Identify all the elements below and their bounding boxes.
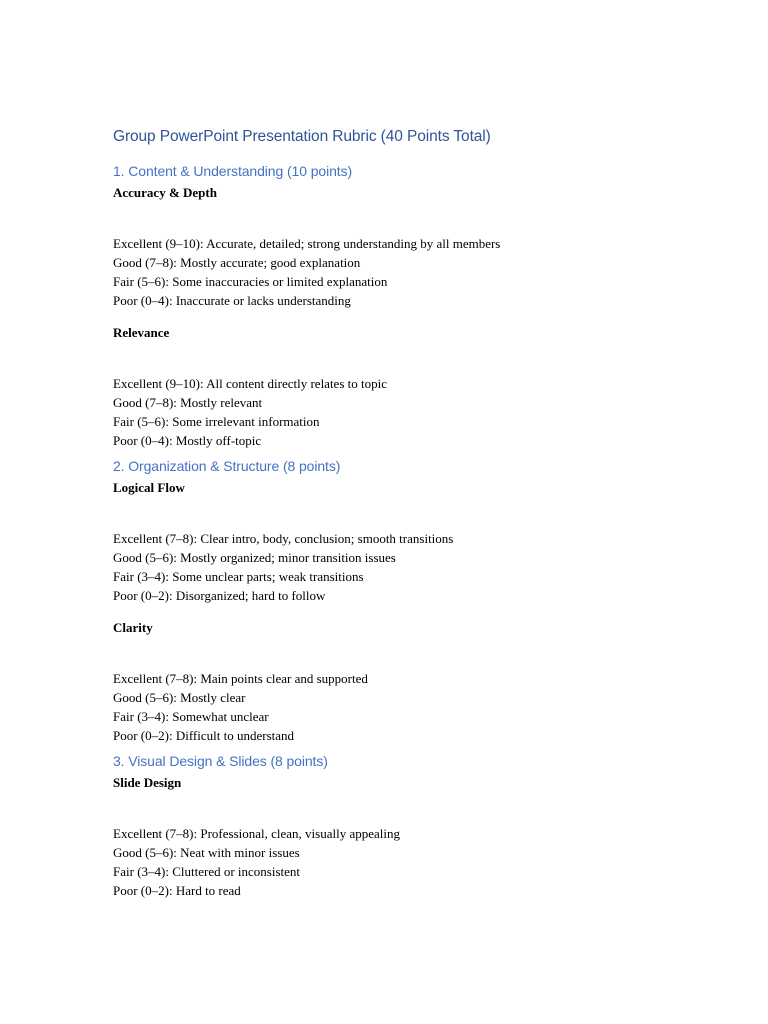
score-level: Fair (3–4): Somewhat unclear: [113, 709, 269, 724]
criterion-title: Clarity: [113, 620, 153, 635]
criterion: [113, 478, 713, 605]
score-level: Excellent (7–8): Professional, clean, visually appealing: [113, 826, 400, 841]
score-level: Good (5–6): Mostly organized; minor transition issues: [113, 550, 396, 565]
criterion-title: Slide Design: [113, 775, 182, 790]
score-level: Poor (0–4): Inaccurate or lacks understanding: [113, 293, 351, 308]
score-level: Good (7–8): Mostly relevant: [113, 395, 263, 410]
criterion: [113, 618, 713, 745]
score-level: Fair (5–6): Some inaccuracies or limited explanation: [113, 274, 388, 289]
score-level: Poor (0–2): Hard to read: [113, 883, 241, 898]
score-level-list: [113, 824, 713, 900]
criterion-title: Logical Flow: [113, 480, 185, 495]
criterion: [113, 773, 713, 900]
score-level: Poor (0–2): Difficult to understand: [113, 728, 295, 743]
score-level: Good (5–6): Neat with minor issues: [113, 845, 300, 860]
score-level: Excellent (7–8): Clear intro, body, conclusion; smooth transitions: [113, 531, 454, 546]
score-level-list: [113, 374, 713, 450]
rubric-section: [113, 161, 713, 450]
criterion: [113, 183, 713, 310]
score-level-list: [113, 669, 713, 745]
score-level: Fair (3–4): Some unclear parts; weak transitions: [113, 569, 364, 584]
rubric-section: [113, 456, 713, 745]
score-level-list: [113, 529, 713, 605]
section-heading: 2. Organization & Structure (8 points): [113, 458, 341, 474]
score-level: Fair (5–6): Some irrelevant information: [113, 414, 320, 429]
rubric-sections: [113, 161, 713, 900]
score-level: Excellent (9–10): Accurate, detailed; strong understanding by all members: [113, 236, 501, 251]
score-level: Excellent (9–10): All content directly relates to topic: [113, 376, 387, 391]
document-title: Group PowerPoint Presentation Rubric (40 Points Total): [113, 128, 491, 145]
score-level: Poor (0–2): Disorganized; hard to follow: [113, 588, 326, 603]
criterion: [113, 323, 713, 450]
criterion-title: Relevance: [113, 325, 170, 340]
section-heading: 3. Visual Design & Slides (8 points): [113, 753, 328, 769]
score-level: Fair (3–4): Cluttered or inconsistent: [113, 864, 301, 879]
section-heading: 1. Content & Understanding (10 points): [113, 163, 353, 179]
score-level: Excellent (7–8): Main points clear and supported: [113, 671, 368, 686]
score-level: Good (7–8): Mostly accurate; good explanation: [113, 255, 361, 270]
criterion-title: Accuracy & Depth: [113, 185, 217, 200]
score-level: Good (5–6): Mostly clear: [113, 690, 246, 705]
score-level: Poor (0–4): Mostly off-topic: [113, 433, 262, 448]
score-level-list: [113, 234, 713, 310]
document-page: [113, 124, 713, 900]
rubric-section: [113, 751, 713, 900]
